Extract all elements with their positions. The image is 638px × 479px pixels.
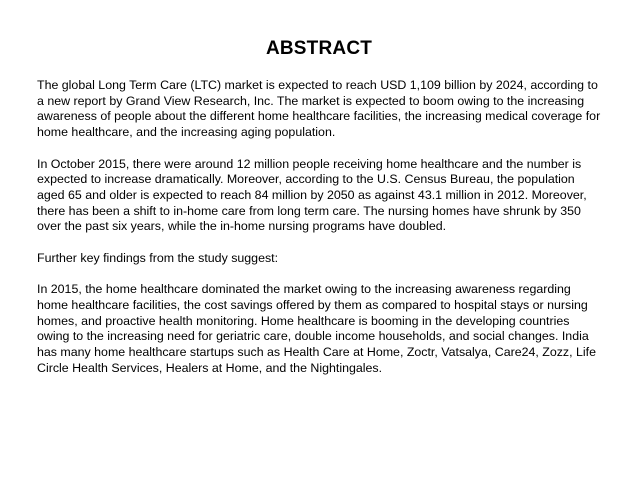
abstract-title: ABSTRACT <box>265 38 373 59</box>
abstract-body <box>37 78 605 376</box>
paragraph-market-overview: The global Long Term Care (LTC) market is expected to reach USD 1,109 billion by 2024, according to a new report by Grand View Research, Inc. The market is expected to boom owing to the increasing awareness of people about the different home healthcare facilities, the increasing medical coverage for home healthcare, and the increasing aging population. <box>37 78 601 140</box>
paragraph-findings-detail: In 2015, the home healthcare dominated the market owing to the increasing awareness regarding home healthcare facilities, the cost savings offered by them as compared to hospital stays or nursing homes, and proactive health monitoring. Home healthcare is booming in the developing countries owing to the increasing need for geriatric care, double income households, and social changes. India has many home healthcare startups such as Health Care at Home, Zoctr, Vatsalya, Care24, Zozz, Life Circle Health Services, Healers at Home, and the Nightingales. <box>37 282 596 375</box>
paragraph-statistics: In October 2015, there were around 12 million people receiving home healthcare and the number is expected to increase dramatically. Moreover, according to the U.S. Census Bureau, the population aged 65 and older is expected to reach 84 million by 2050 as against 43.1 million in 2012. Moreover, there has been a shift to in-home care from long term care. The nursing homes have shrunk by 350 over the past six years, while the in-home nursing programs have doubled. <box>37 156 587 234</box>
paragraph-findings-intro: Further key findings from the study suggest: <box>37 250 279 265</box>
